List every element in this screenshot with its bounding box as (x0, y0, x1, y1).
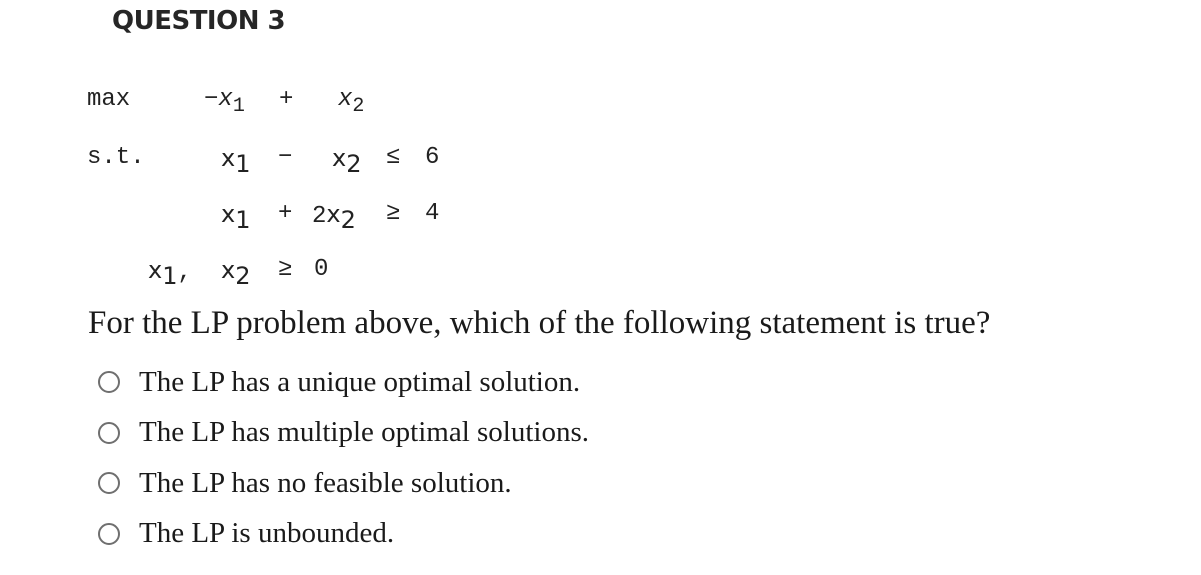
nonneg-var2-sub: 2 (235, 262, 251, 290)
c1-var2: x (332, 144, 347, 172)
c1-term1 (221, 144, 251, 178)
radio-button[interactable] (98, 371, 120, 393)
option-label[interactable]: The LP is unbounded. (139, 517, 395, 550)
c2-coef2: 2 (312, 203, 327, 230)
nonneg-var2: x (221, 256, 236, 284)
option-label[interactable]: The LP has multiple optimal solutions. (139, 416, 590, 449)
nonneg-rhs: 0 (314, 256, 329, 283)
radio-button[interactable] (98, 523, 120, 545)
objective-neg-sign: − (204, 86, 219, 113)
objective-term2 (338, 86, 365, 118)
c1-var1-sub: 1 (235, 150, 251, 178)
objective-var1-sub: 1 (232, 95, 245, 118)
c2-var2: x (326, 200, 341, 228)
objective-keyword: max (87, 86, 131, 113)
question-title: QUESTION 3 (112, 6, 286, 36)
option-label[interactable]: The LP has no feasible solution. (139, 466, 512, 499)
c1-var1: x (221, 144, 236, 172)
nonneg-relation: ≥ (278, 256, 293, 283)
option-label[interactable]: The LP has a unique optimal solution. (139, 365, 581, 398)
c2-var1-sub: 1 (235, 206, 251, 234)
c2-rhs: 4 (425, 200, 440, 227)
objective-plus: + (279, 86, 294, 113)
option-unbounded[interactable] (98, 509, 589, 560)
st-keyword: s.t. (87, 144, 145, 171)
option-multiple-optimal[interactable] (98, 408, 589, 459)
radio-button[interactable] (98, 472, 120, 494)
nonneg-var1: x (148, 256, 163, 284)
objective-expression (204, 86, 245, 118)
c2-var1: x (221, 200, 236, 228)
nonneg-term2 (221, 256, 251, 290)
radio-button[interactable] (98, 422, 120, 444)
objective-var1: x (218, 86, 233, 113)
c2-term2 (312, 200, 356, 234)
objective-var2-sub: 2 (352, 95, 365, 118)
nonneg-comma: , (177, 259, 192, 286)
c2-term1 (221, 200, 251, 234)
c1-var2-sub: 2 (346, 150, 362, 178)
objective-var2: x (338, 86, 353, 113)
c1-relation: ≤ (386, 144, 401, 171)
c1-op: − (278, 144, 293, 171)
nonneg-term1 (148, 256, 192, 290)
c2-op: + (278, 200, 293, 227)
nonneg-var1-sub: 1 (162, 262, 178, 290)
c2-var2-sub: 2 (340, 206, 356, 234)
question-prompt: For the LP problem above, which of the following statement is true? (88, 305, 991, 341)
option-no-feasible[interactable] (98, 458, 589, 509)
c1-term2 (332, 144, 362, 178)
option-unique-optimal[interactable] (98, 357, 589, 408)
answer-options (98, 357, 589, 559)
c2-relation: ≥ (386, 200, 401, 227)
c1-rhs: 6 (425, 144, 440, 171)
